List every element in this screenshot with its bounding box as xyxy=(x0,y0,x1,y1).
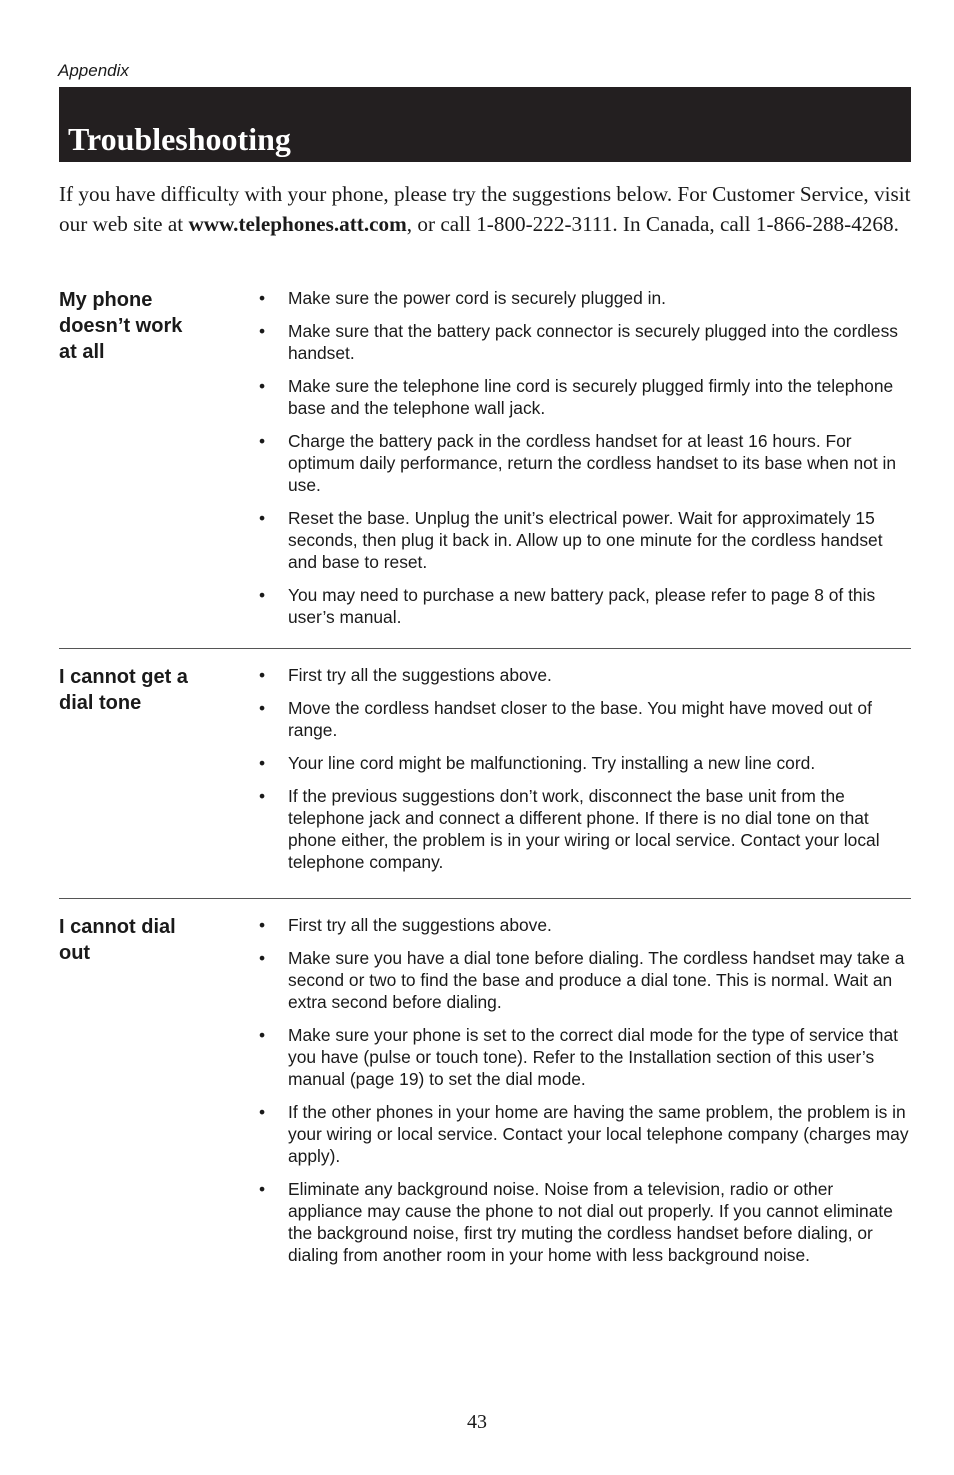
issue-label: I cannot dial out xyxy=(59,916,176,964)
title-bar xyxy=(59,87,911,162)
tip-text: Make sure you have a dial tone before dialing. The cordless handset may take a second or two to find the base and produce a dial tone. This is normal. Wait an extra second before dialing. xyxy=(288,948,905,1012)
tip-text: Your line cord might be malfunctioning. Try installing a new line cord. xyxy=(288,753,816,773)
tip-item xyxy=(259,914,911,936)
bullet-icon: • xyxy=(259,1102,266,1122)
intro-text-after: , or call 1-800-222-3111. In Canada, call 1-866-288-4268. xyxy=(406,212,899,236)
bullet-icon: • xyxy=(259,1179,266,1199)
tip-list xyxy=(259,914,911,1266)
bullet-icon: • xyxy=(259,288,266,308)
tip-item xyxy=(259,752,911,774)
tip-text: Eliminate any background noise. Noise from a television, radio or other appliance may cause the phone to not dial out properly. If you cannot eliminate the background noise, first try muting the cordless handset before dialing, or dialing from another room in your home with less background noise. xyxy=(288,1179,893,1265)
bullet-icon: • xyxy=(259,508,266,528)
tip-item xyxy=(259,1101,911,1167)
tip-item xyxy=(259,947,911,1013)
tip-item xyxy=(259,375,911,419)
tip-text: You may need to purchase a new battery pack, please refer to page 8 of this user’s manual. xyxy=(288,585,876,627)
bullet-icon: • xyxy=(259,585,266,605)
bullet-icon: • xyxy=(259,786,266,806)
issue-label: My phone doesn’t work at all xyxy=(59,289,183,363)
intro-paragraph xyxy=(59,179,911,239)
tip-text: Charge the battery pack in the cordless handset for at least 16 hours. For optimum daily performance, return the cordless handset to its base when not in use. xyxy=(288,431,897,495)
tip-text: If the previous suggestions don’t work, disconnect the base unit from the telephone jack and connect a different phone. If there is no dial tone on that phone either, the problem is in your wiring or local service. Contact your local telephone company. xyxy=(288,786,880,872)
tip-item xyxy=(259,1178,911,1266)
section-label: Appendix xyxy=(58,61,129,80)
page-number: 43 xyxy=(467,1411,487,1433)
tip-text: Reset the base. Unplug the unit’s electrical power. Wait for approximately 15 seconds, then plug it back in. Allow up to one minute for the cordless handset and base to reset. xyxy=(288,508,883,572)
tip-text: First try all the suggestions above. xyxy=(288,915,552,935)
tip-text: First try all the suggestions above. xyxy=(288,665,552,685)
issue-label: I cannot get a dial tone xyxy=(59,666,188,714)
bullet-icon: • xyxy=(259,321,266,341)
bullet-icon: • xyxy=(259,915,266,935)
tip-item xyxy=(259,664,911,686)
support-url: www.telephones.att.com xyxy=(188,212,407,236)
tip-item xyxy=(259,287,911,309)
tip-item xyxy=(259,320,911,364)
section-divider xyxy=(59,648,911,649)
tip-item xyxy=(259,430,911,496)
tip-list xyxy=(259,664,911,873)
tip-text: Make sure your phone is set to the correct dial mode for the type of service that you have (pulse or touch tone). Refer to the Installation section of this user’s manual (page 19) to set the dial mode. xyxy=(288,1025,898,1089)
tip-item xyxy=(259,1024,911,1090)
bullet-icon: • xyxy=(259,431,266,451)
bullet-icon: • xyxy=(259,948,266,968)
tip-item xyxy=(259,785,911,873)
bullet-icon: • xyxy=(259,665,266,685)
bullet-icon: • xyxy=(259,753,266,773)
tip-text: Make sure that the battery pack connector is securely plugged into the cordless handset. xyxy=(288,321,898,363)
bullet-icon: • xyxy=(259,376,266,396)
section-divider xyxy=(59,898,911,899)
tip-item xyxy=(259,697,911,741)
tip-item xyxy=(259,507,911,573)
bullet-icon: • xyxy=(259,698,266,718)
tip-text: Make sure the power cord is securely plugged in. xyxy=(288,288,666,308)
tip-text: If the other phones in your home are having the same problem, the problem is in your wiring or local service. Contact your local telephone company (charges may apply). xyxy=(288,1102,909,1166)
tip-text: Make sure the telephone line cord is securely plugged firmly into the telephone base and the telephone wall jack. xyxy=(288,376,894,418)
page-title: Troubleshooting xyxy=(68,121,291,157)
tip-list xyxy=(259,287,911,628)
intro-text-before: If you have difficulty with your phone, please try the suggestions below. For Customer Service, visit our web site at xyxy=(59,182,911,236)
tip-text: Move the cordless handset closer to the base. You might have moved out of range. xyxy=(288,698,872,740)
bullet-icon: • xyxy=(259,1025,266,1045)
tip-item xyxy=(259,584,911,628)
